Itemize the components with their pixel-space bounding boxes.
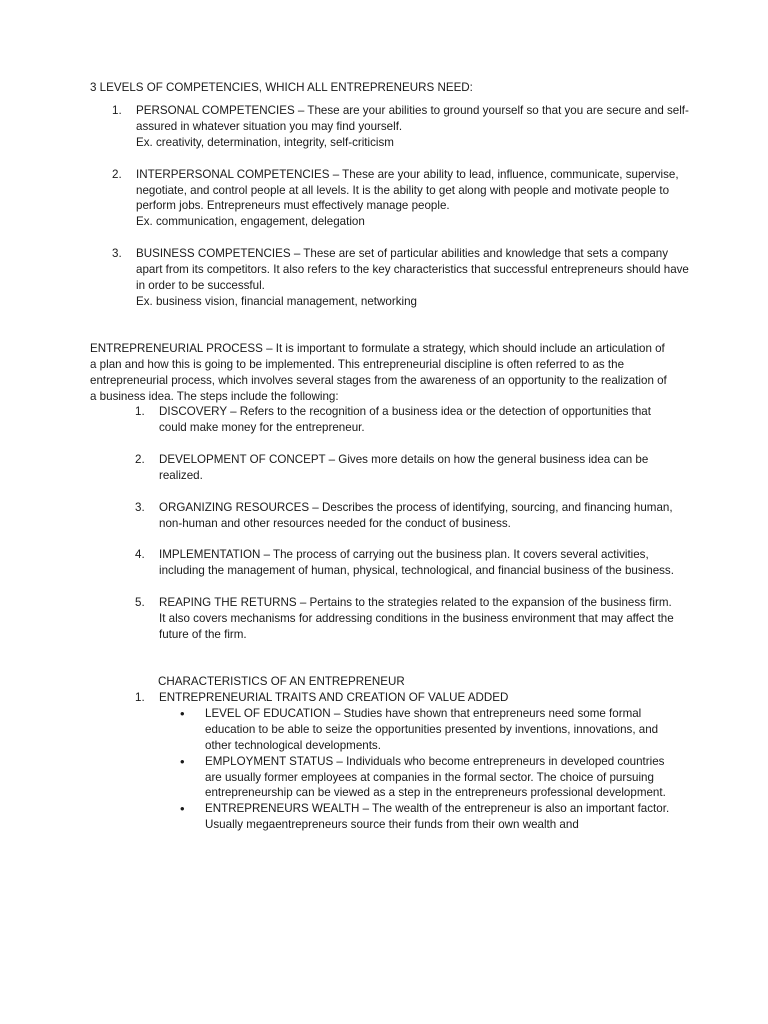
list-item [135,547,675,579]
list-item [135,500,675,532]
bullet-text: EMPLOYMENT STATUS – Individuals who become entrepreneurs in developed countries are usually former employees at companies in the formal sector. The choice of pursuing entrepreneurship can be viewed as a step in the entrepreneurs professional development. [205,754,666,800]
item-number: 1. [135,405,145,418]
bullet-item [135,754,675,802]
item-number: 1. [112,104,122,117]
list-item [112,103,692,151]
item-text: DISCOVERY – Refers to the recognition of a business idea or the detection of opportunities that could make money for the entrepreneur. [159,405,651,434]
item-example: Ex. business vision, financial management, networking [136,294,417,308]
process-intro-paragraph: ENTREPRENEURIAL PROCESS – It is important to formulate a strategy, which should include an articulation of a plan and how this is going to be implemented. This entrepreneurial discipline is often referred to as the entrepreneurial process, which involves several stages from the awareness of an opportunity to the realization of a business idea. The steps include the following: [90,342,667,403]
section-heading: CHARACTERISTICS OF AN ENTREPRENEUR [158,675,405,688]
process-steps-list [135,404,675,659]
competencies-list [112,103,692,326]
bullet-icon: • [180,801,185,817]
item-text: DEVELOPMENT OF CONCEPT – Gives more details on how the general business idea can be realized. [159,452,649,482]
page-title: 3 LEVELS OF COMPETENCIES, WHICH ALL ENTREPRENEURS NEED: [90,81,473,94]
list-item [135,404,675,436]
item-heading: ENTREPRENEURIAL TRAITS AND CREATION OF VALUE ADDED [159,691,509,704]
list-item [112,246,692,310]
bullet-item [135,801,675,833]
item-text: INTERPERSONAL COMPETENCIES – These are your ability to lead, influence, communicate, supervise, negotiate, and control people at all levels. It is the ability to get along with people and motivate people to perform jobs. Entrepreneurs must effectively manage people. [136,167,679,213]
bullet-icon: • [180,753,185,769]
bullet-list [135,706,675,833]
item-number: 2. [112,167,122,181]
item-text: ORGANIZING RESOURCES – Describes the process of identifying, sourcing, and financing human, non-human and other resources needed for the conduct of business. [159,500,673,530]
item-number: 3. [112,247,122,261]
item-text: REAPING THE RETURNS – Pertains to the strategies related to the expansion of the business firm. It also covers mechanisms for addressing conditions in the business environment that may affect the future of the firm. [159,596,674,642]
bullet-item [135,706,675,754]
item-example: Ex. creativity, determination, integrity, self-criticism [136,135,394,149]
item-number: 5. [135,596,145,610]
list-item [135,690,675,706]
item-text: PERSONAL COMPETENCIES – These are your abilities to ground yourself so that you are secure and self-assured in whatever situation you may find yourself. [136,104,689,133]
item-number: 4. [135,548,145,562]
item-number: 3. [135,500,145,514]
item-text: IMPLEMENTATION – The process of carrying out the business plan. It covers several activities, including the management of human, physical, technological, and financial business of the business. [159,548,674,578]
list-item [135,452,675,484]
item-text: BUSINESS COMPETENCIES – These are set of particular abilities and knowledge that sets a company apart from its competitors. It also refers to the key characteristics that successful entrepreneurs should have in order to be successful. [136,247,689,292]
bullet-text: LEVEL OF EDUCATION – Studies have shown that entrepreneurs need some formal education to be able to seize the opportunities presented by inventions, innovations, and other technological developments. [205,706,659,752]
list-item [112,167,692,231]
list-item [135,595,675,643]
bullet-text: ENTREPRENEURS WEALTH – The wealth of the entrepreneur is also an important factor. Usually megaentrepreneurs source their funds from their own wealth and [205,802,670,832]
item-number: 1. [135,691,145,704]
bullet-icon: • [180,705,185,721]
item-number: 2. [135,452,145,466]
item-example: Ex. communication, engagement, delegation [136,215,365,229]
characteristics-list [135,690,675,833]
